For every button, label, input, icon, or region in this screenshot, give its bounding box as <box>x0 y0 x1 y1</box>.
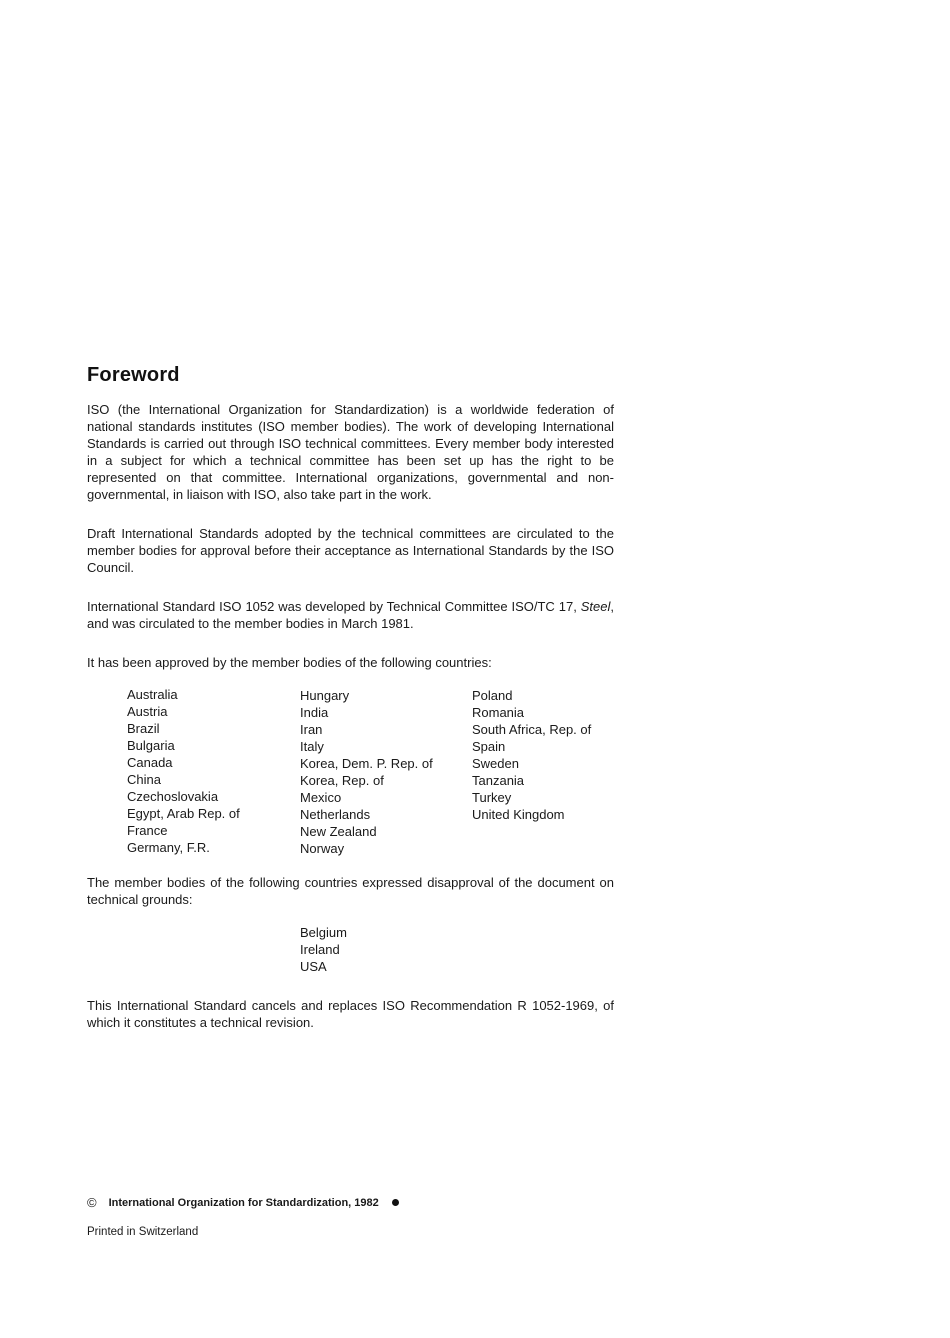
country-item: Spain <box>472 739 506 754</box>
country-item: USA <box>300 959 327 974</box>
country-item: Italy <box>300 739 324 754</box>
printed-location: Printed in Switzerland <box>87 1226 199 1238</box>
copyright-line <box>87 1195 399 1210</box>
country-item: Canada <box>127 755 173 770</box>
country-item: Turkey <box>472 790 512 805</box>
country-item: Norway <box>300 841 345 856</box>
paragraph-iso-intro: ISO (the International Organization for Standardization) is a worldwide federation of national standards institutes (ISO member bodies). The work of developing International Standards is carried out through ISO technical committees. Every member body interested in a subject for which a technical committee has been set up has the right to be represented on that committee. International organizations, governmental and non-governmental, in liaison with ISO, also take part in the work. <box>87 402 614 502</box>
country-item: Mexico <box>300 790 342 805</box>
country-item: Sweden <box>472 756 519 771</box>
paragraph-standard-development <box>87 598 614 632</box>
country-item: Romania <box>472 705 525 720</box>
country-item: Austria <box>127 704 168 719</box>
bullet-icon <box>392 1199 399 1206</box>
country-item: Belgium <box>300 925 347 940</box>
copyright-icon: © <box>87 1195 97 1210</box>
standard-development-text: International Standard ISO 1052 was developed by Technical Committee ISO/TC 17, <box>87 599 577 614</box>
country-item: South Africa, Rep. of <box>472 722 592 737</box>
country-item: Germany, F.R. <box>127 840 210 855</box>
country-item: India <box>300 705 329 720</box>
country-column-2 <box>300 687 433 857</box>
foreword-section <box>87 364 614 1031</box>
country-item: Poland <box>472 688 513 703</box>
country-item: Korea, Dem. P. Rep. of <box>300 756 433 771</box>
paragraph-draft-standards: Draft International Standards adopted by the technical committees are circulated to the member bodies for approval before their acceptance as International Standards by the ISO Council. <box>87 526 614 575</box>
country-item: United Kingdom <box>472 807 565 822</box>
country-item: New Zealand <box>300 824 377 839</box>
paragraph-approval-intro: It has been approved by the member bodies of the following countries: <box>87 655 492 670</box>
country-item: Tanzania <box>472 773 525 788</box>
country-column-1 <box>127 686 240 856</box>
country-item: Brazil <box>127 721 160 736</box>
country-item: Iran <box>300 722 323 737</box>
country-item: Netherlands <box>300 807 371 822</box>
paragraph-revision-note: This International Standard cancels and replaces ISO Recommendation R 1052-1969, of which it constitutes a technical revision. <box>87 998 614 1030</box>
paragraph-disapproval-intro: The member bodies of the following countries expressed disapproval of the document on technical grounds: <box>87 875 614 907</box>
standard-circulation-text: , and was circulated to the member bodies in March 1981. <box>87 599 614 631</box>
copyright-text: International Organization for Standardization, 1982 <box>108 1196 379 1209</box>
country-item: Bulgaria <box>127 738 175 753</box>
country-item: Egypt, Arab Rep. of <box>127 806 240 821</box>
approved-countries-list <box>87 686 614 856</box>
country-item: France <box>127 823 168 838</box>
country-item: China <box>127 772 161 787</box>
country-item: Czechoslovakia <box>127 789 219 804</box>
page-title: Foreword <box>87 364 180 386</box>
committee-title: Steel <box>580 599 611 614</box>
disapproved-countries-list <box>300 924 614 975</box>
country-item: Ireland <box>300 942 340 957</box>
country-item: Australia <box>127 687 178 702</box>
country-item: Hungary <box>300 688 350 703</box>
country-item: Korea, Rep. of <box>300 773 384 788</box>
country-column-3 <box>472 687 591 823</box>
